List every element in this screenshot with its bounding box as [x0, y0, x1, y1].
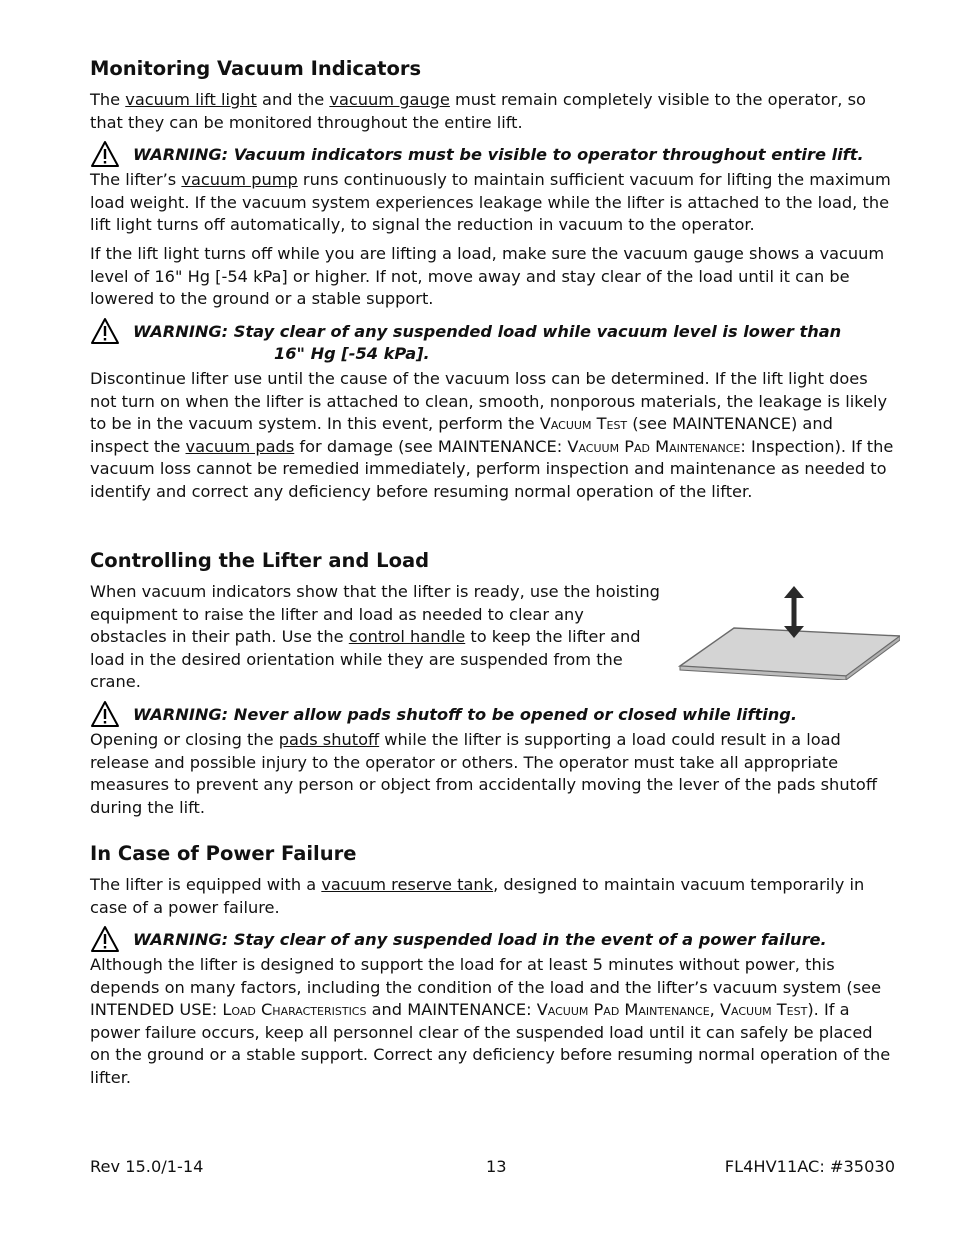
paragraph-monitoring-2: The lifter’s vacuum pump runs continuously to maintain sufficient vacuum for lifting the maximum load weight. If the vacuum system experiences leakage while the lifter is attached to the load, the lift light turns off automatically, to signal the reduction in vacuum to the operator.	[90, 170, 891, 235]
ref-vacuum-pad-maintenance: Vacuum Pad Maintenance	[567, 436, 741, 456]
warning-text: WARNING: Never allow pads shutoff to be opened or closed while lifting.	[133, 705, 798, 724]
paragraph-monitoring-4: Discontinue lifter use until the cause of the vacuum loss can be determined. If the lift light does not turn on when the lifter is attached to clean, smooth, nonporous materials, the leakage is likely to be in the vacuum system. In this event, perform the Vacuum Test (see MAINTENANCE) and inspect the vacuum pads for damage (see MAINTENANCE: Vacuum Pad Maintenance: Inspection). If the vacuum loss cannot be remedied immediately, perform inspection and maintenance as needed to identify and correct any deficiency before resuming normal operation of the lifter.	[90, 369, 894, 501]
warning-text: WARNING: Stay clear of any suspended load while vacuum level is lower than	[133, 322, 842, 341]
term-pads-shutoff: pads shutoff	[278, 730, 380, 749]
paragraph-power-1: The lifter is equipped with a vacuum reserve tank, designed to maintain vacuum temporarily in case of a power failure.	[90, 875, 865, 917]
term-vacuum-lift-light: vacuum lift light	[125, 90, 257, 109]
paragraph-monitoring-1: The vacuum lift light and the vacuum gauge must remain completely visible to the operator, so that they can be monitored throughout the entire lift.	[90, 90, 866, 132]
heading-controlling: Controlling the Lifter and Load	[90, 549, 430, 572]
term-vacuum-gauge: vacuum gauge	[329, 90, 450, 109]
footer-model-number: FL4HV11AC: #35030	[724, 1157, 895, 1176]
footer-revision: Rev 15.0/1-14	[90, 1157, 204, 1176]
term-control-handle: control handle	[348, 627, 466, 647]
term-vacuum-reserve-tank: vacuum reserve tank	[321, 875, 494, 894]
load-lift-up-down-arrow-illustration	[678, 584, 900, 680]
warning-triangle-icon	[90, 140, 120, 168]
ref-vacuum-pad-maintenance-test: Vacuum Pad Maintenance, Vacuum Test	[536, 1000, 808, 1020]
footer-page-number: 13	[486, 1157, 507, 1176]
paragraph-power-2: Although the lifter is designed to support the load for at least 5 minutes without power, this depends on many factors, including the condition of the load and the lifter’s vacuum system (see INTENDED USE: Load Characteristics and MAINTENANCE: Vacuum Pad Maintenance, Vacuum Test). If a power failure occurs, keep all personnel clear of the suspended load until it can safely be placed on the ground or a stable support. Correct any deficiency before resuming normal operation of the lifter.	[90, 955, 891, 1087]
warning-triangle-icon	[90, 925, 120, 953]
paragraph-controlling-1: When vacuum indicators show that the lifter is ready, use the hoisting equipment to raise the lifter and load as needed to clear any obstacles in their path. Use the control handle to keep the lifter and load in the desired orientation while they are suspended from the crane.	[90, 582, 660, 692]
ref-load-characteristics: Load Characteristics	[222, 1000, 367, 1020]
warning-triangle-icon	[90, 317, 120, 345]
heading-power-failure: In Case of Power Failure	[90, 842, 357, 865]
term-vacuum-pump: vacuum pump	[181, 170, 298, 189]
warning-text: WARNING: Stay clear of any suspended load in the event of a power failure.	[133, 930, 827, 949]
warning-text: WARNING: Vacuum indicators must be visible to operator throughout entire lift.	[133, 145, 864, 164]
paragraph-monitoring-3: If the lift light turns off while you are lifting a load, make sure the vacuum gauge shows a vacuum level of 16" Hg [-54 kPa] or higher. If not, move away and stay clear of the load until it can be lowered to the ground or a stable support.	[90, 244, 885, 309]
warning-triangle-icon	[90, 700, 120, 728]
heading-monitoring: Monitoring Vacuum Indicators	[90, 57, 422, 80]
warning-text-line2: 16" Hg [-54 kPa].	[274, 344, 430, 363]
paragraph-controlling-2: Opening or closing the pads shutoff while the lifter is supporting a load could result in a load release and possible injury to the operator or others. The operator must take all appropriate measures to prevent any person or object from accidentally moving the lever of the pads shutoff during the lift.	[90, 730, 877, 817]
term-vacuum-pads: vacuum pads	[185, 436, 295, 456]
ref-vacuum-test: Vacuum Test	[539, 414, 628, 434]
